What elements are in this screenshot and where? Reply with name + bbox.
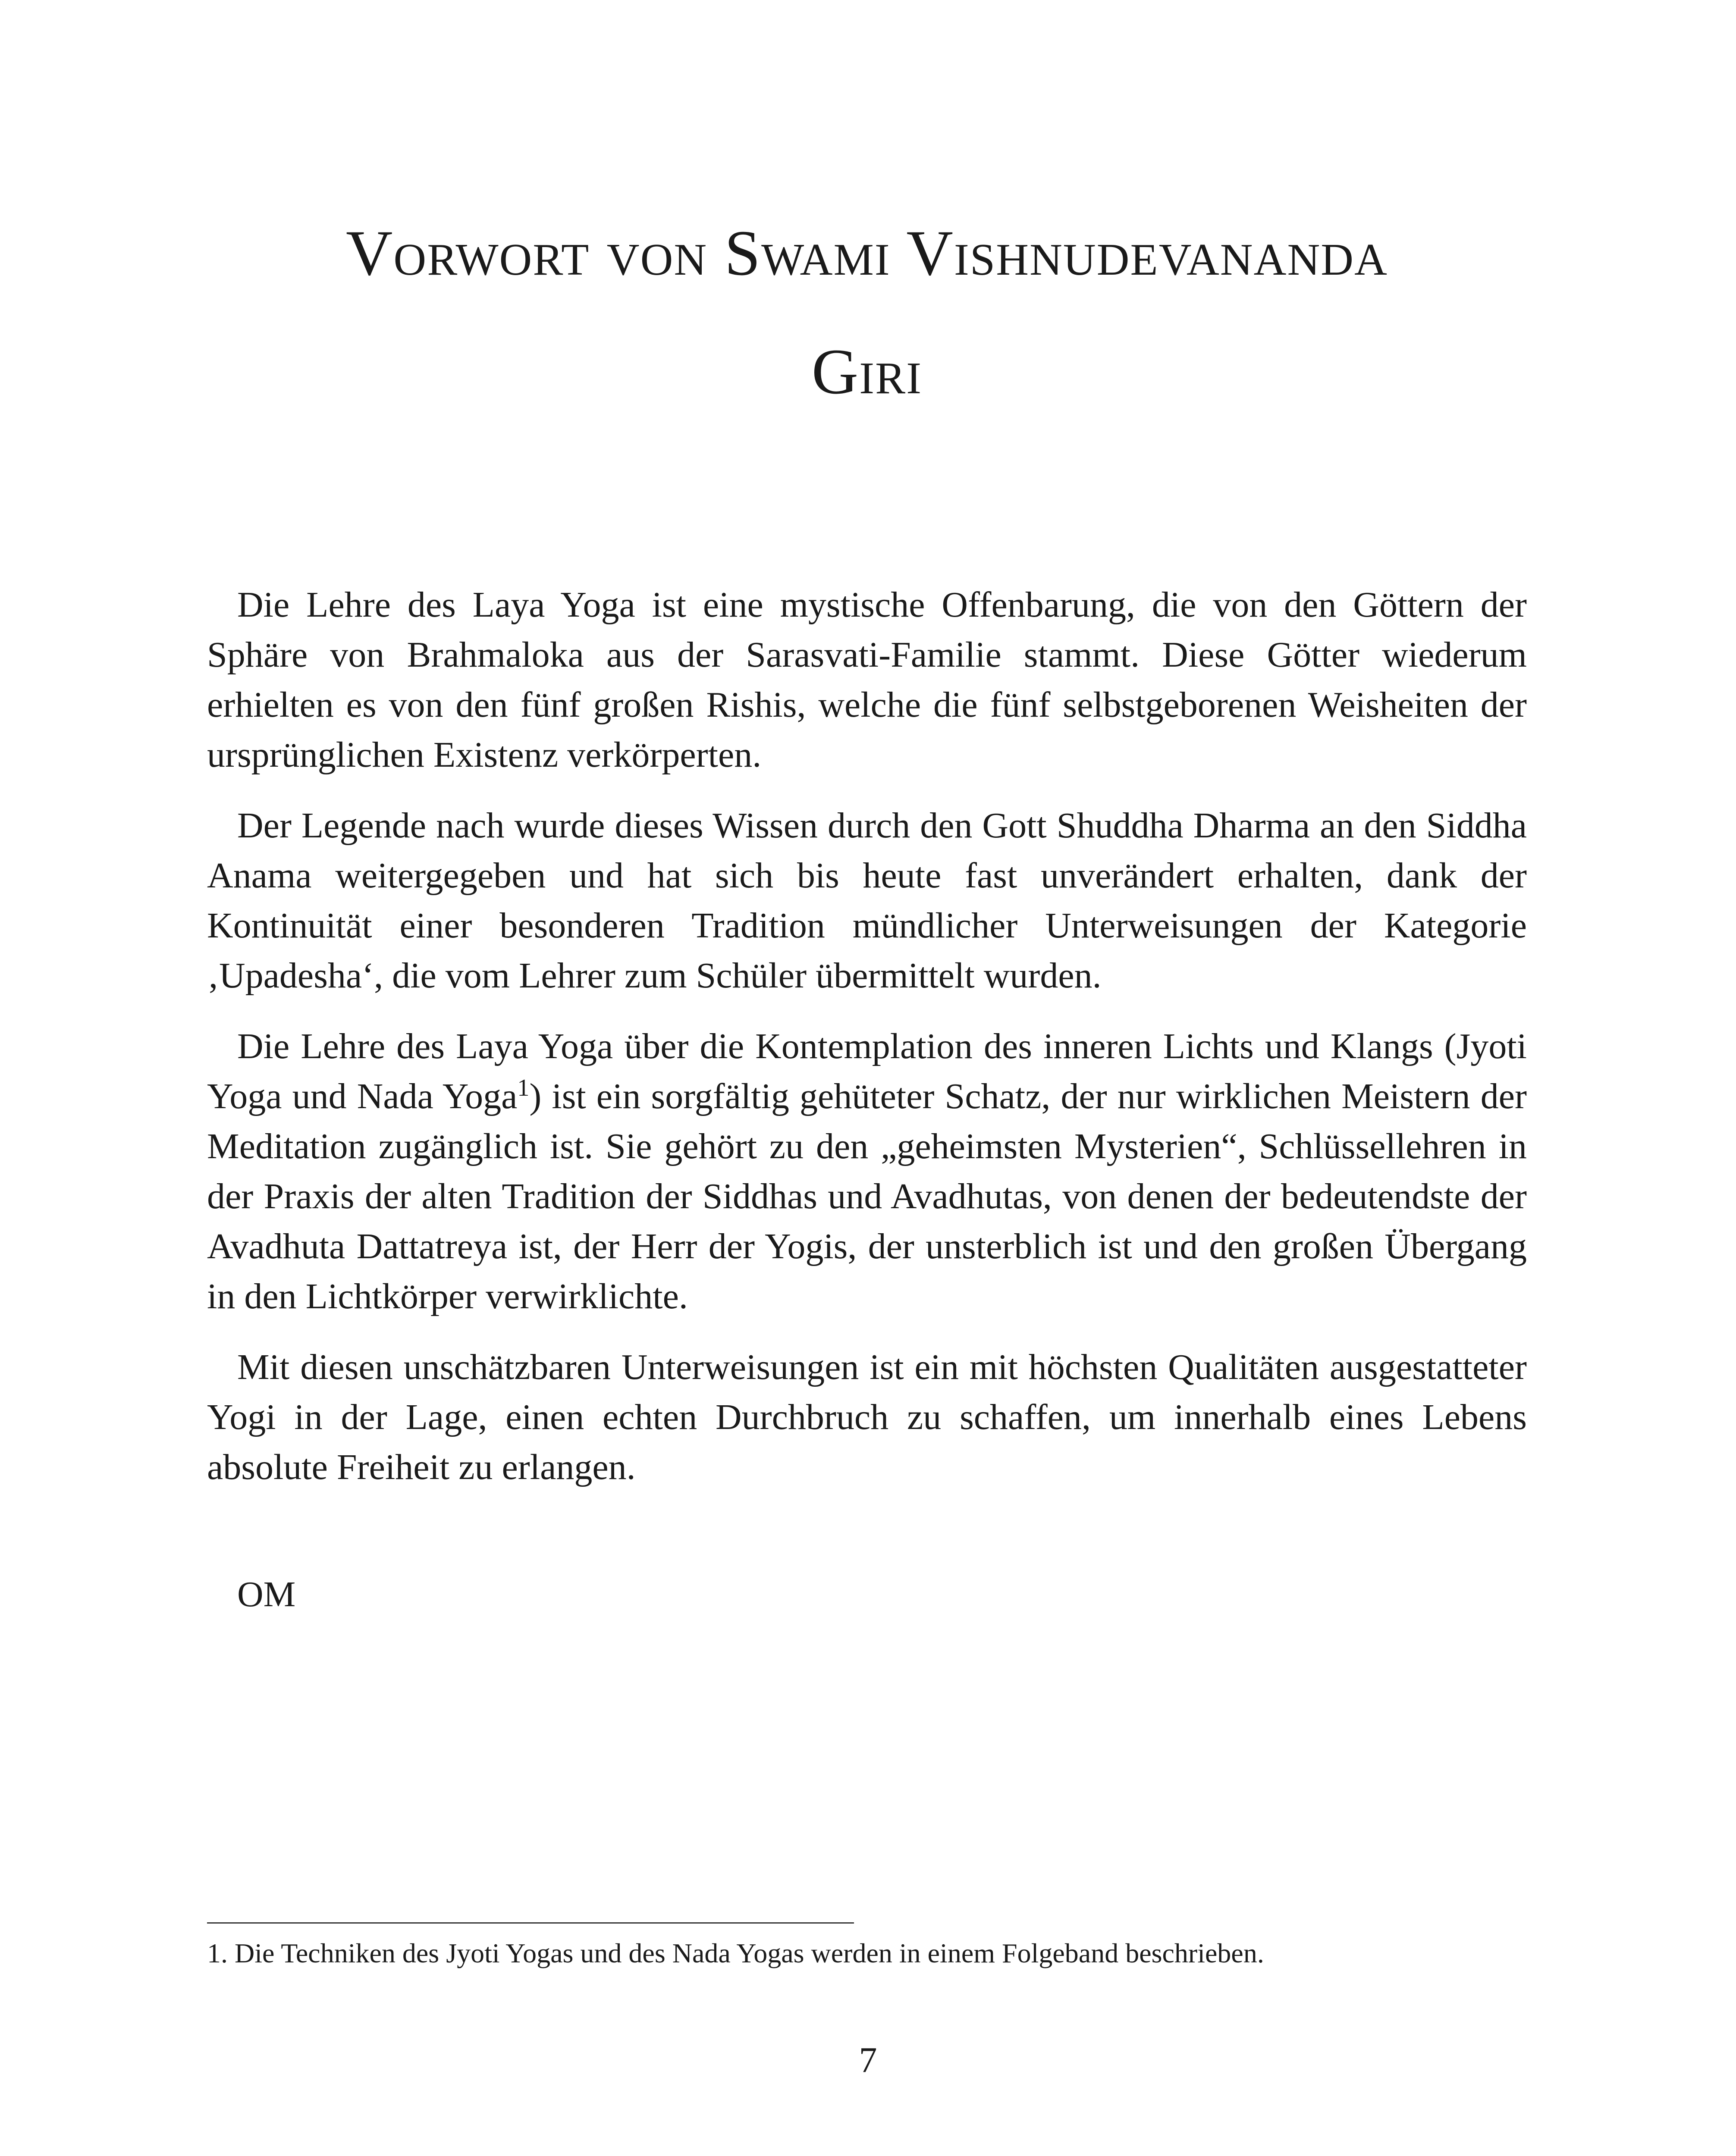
- footnote-marker: 1: [517, 1075, 530, 1101]
- page-title-line-2: Giri: [811, 336, 923, 407]
- paragraph-2: Der Legende nach wurde dieses Wissen durch den Gott Shuddha Dharma an den Siddha Anama weitergegeben und hat sich bis heute fast unverändert erhalten, dank der Kontinuität einer besonderen Tradition mündlicher Unterweisungen der Kategorie ‚Upadesha‘, die vom Lehrer zum Schüler übermittelt wurden.: [207, 805, 1527, 996]
- footnote-divider: [207, 1922, 854, 1924]
- page-number: 7: [859, 2040, 877, 2080]
- page-title-line-1: Vorwort von Swami Vishnudevananda: [346, 217, 1388, 289]
- paragraph-4: Mit diesen unschätzbaren Unterweisungen ist ein mit höchsten Qualitäten ausgestatteter Yogi in der Lage, einen echten Durchbruch zu schaffen, um innerhalb eines Lebens absolute Freiheit zu erlangen.: [207, 1347, 1527, 1487]
- paragraph-3-part-1: Die Lehre des Laya Yoga über die Kontemplation des inneren Lichts und Klangs (Jyoti Yoga und Nada Yoga: [207, 1026, 1527, 1116]
- paragraph-1: Die Lehre des Laya Yoga ist eine mystische Offenbarung, die von den Göttern der Sphäre von Brahmaloka aus der Sarasvati-Familie stammt. Diese Götter wiederum erhielten es von den fünf großen Rishis, welche die fünf selbstgeborenen Weisheiten der ursprünglichen Existenz verkörperten.: [207, 585, 1527, 775]
- page-title: [207, 194, 1527, 431]
- paragraph-3-part-2: ) ist ein sorgfältig gehüteter Schatz, der nur wirklichen Meistern der Meditation zugänglich ist. Sie gehört zu den „geheimsten Mysterien“, Schlüssellehren in der Praxis der alten Tradition der Siddhas und Avadhutas, von denen der bedeutendste der Avadhuta Dattatreya ist, der Herr der Yogis, der unsterblich ist und den großen Übergang in den Lichtkörper verwirklichte.: [207, 1076, 1527, 1316]
- paragraph-3: [207, 1022, 1527, 1322]
- body-text: [207, 580, 1527, 1513]
- footnote: 1. Die Techniken des Jyoti Yogas und des Nada Yogas werden in einem Folgeband beschrieben.: [207, 1938, 1264, 1968]
- closing-om: OM: [237, 1574, 296, 1614]
